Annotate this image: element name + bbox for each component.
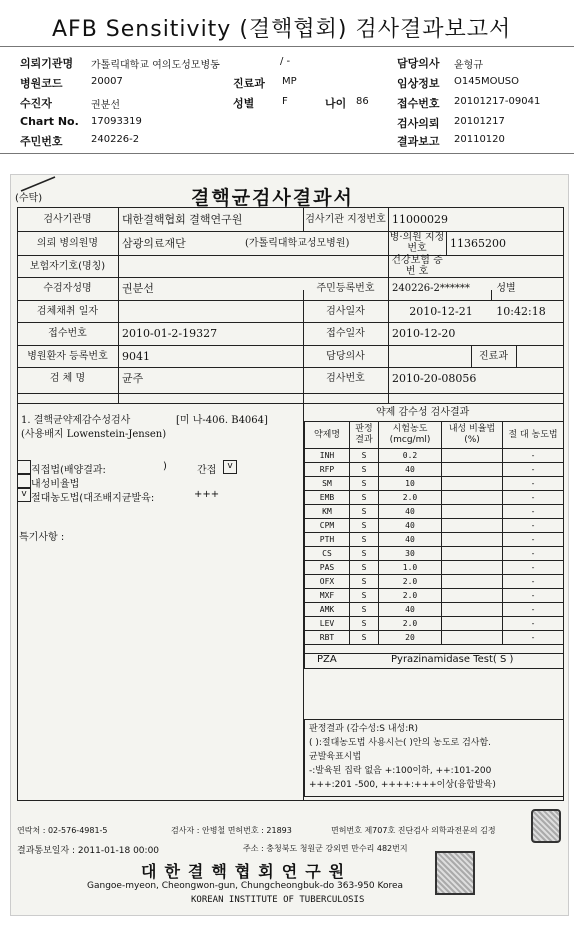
specimen-label: 검 체 명 — [49, 372, 86, 384]
absolute-method-label: 절대농도법(대조배지균발육: — [31, 493, 155, 504]
cell-concentration: 40 — [379, 603, 442, 616]
cell-ratio — [442, 491, 503, 504]
official-seal-icon — [435, 851, 475, 895]
table-row — [305, 463, 563, 477]
cell-judgment: S — [350, 505, 379, 518]
cell-concentration: 40 — [379, 519, 442, 532]
cell-drug: CPM — [305, 519, 350, 532]
col-concentration: 시험농도 (mcg/ml) — [379, 422, 442, 448]
table-row — [305, 449, 563, 463]
table-row — [305, 561, 563, 575]
table-row — [305, 547, 563, 561]
test-no-label: 검사번호 — [326, 372, 365, 384]
cell-concentration: 2.0 — [379, 617, 442, 630]
cell-ratio — [442, 617, 503, 630]
cell-concentration: 40 — [379, 505, 442, 518]
hdr-doctor-value: 윤형규 — [454, 60, 483, 71]
form-title: 결핵균검사결과서 — [191, 187, 354, 209]
hdr-clinical-value: O145MOUSO — [454, 76, 519, 87]
cell-judgment: S — [350, 575, 379, 588]
table-row — [305, 631, 563, 645]
footer-org-name: 대한결핵협회연구원 — [141, 862, 353, 881]
cell-ratio — [442, 631, 503, 644]
receipt-no-value: 2010-01-2-19327 — [122, 327, 218, 340]
direct-method-label: 직접법(배양결과: — [31, 465, 106, 476]
table-row — [305, 575, 563, 589]
hdr-report-label: 결과보고 — [397, 135, 440, 148]
hdr-rrn-value: 240226-2 — [91, 134, 140, 145]
cell-judgment: S — [350, 547, 379, 560]
cell-drug: SM — [305, 477, 350, 490]
col-judgment: 판정 결과 — [350, 422, 379, 448]
cell-concentration: 40 — [379, 463, 442, 476]
cell-judgment: S — [350, 491, 379, 504]
hdr-sex-value: F — [282, 96, 288, 107]
pen-mark-icon — [19, 175, 59, 193]
agency-label: 검사기관명 — [43, 213, 92, 225]
header-divider — [0, 153, 574, 154]
title-divider — [0, 46, 574, 47]
table-row — [305, 491, 563, 505]
hdr-dept-value: MP — [282, 76, 297, 87]
cell-concentration: 30 — [379, 547, 442, 560]
hdr-clinical-label: 임상정보 — [397, 77, 440, 90]
registration-no-label: 병원환자 등록번호 — [27, 350, 108, 362]
pza-value: Pyrazinamidase Test( S ) — [391, 654, 514, 665]
sex-label: 성별 — [496, 283, 516, 294]
table-row — [305, 603, 563, 617]
cell-absolute: - — [530, 479, 536, 488]
hdr-request-value: 20101217 — [454, 116, 505, 127]
test-no-value: 2010-20-08056 — [392, 371, 477, 385]
cell-drug: RFP — [305, 463, 350, 476]
hospital-value-sub: (가톨릭대학교성모병원) — [245, 237, 350, 249]
table-row — [305, 477, 563, 491]
report-title: AFB Sensitivity (결핵협회) 검사결과보고서 — [52, 17, 512, 42]
cell-drug: AMK — [305, 603, 350, 616]
table-row — [305, 589, 563, 603]
ratio-method-label: 내성비율법 — [31, 479, 80, 490]
footer-org-en: KOREAN INSTITUTE OF TUBERCULOSIS — [191, 895, 365, 905]
cell-ratio — [442, 533, 503, 546]
specimen-value: 균주 — [122, 371, 144, 385]
hdr-agency-value: 가톨릭대학교 여의도성모병동 — [91, 60, 220, 71]
cell-judgment: S — [350, 463, 379, 476]
cell-absolute: - — [530, 493, 536, 502]
table-row — [305, 519, 563, 533]
cell-judgment: S — [350, 533, 379, 546]
indirect-method-checkbox[interactable]: v — [223, 460, 237, 474]
hdr-dept-label: 진료과 — [233, 77, 265, 90]
cell-absolute: - — [530, 577, 536, 586]
receipt-no-label: 접수번호 — [48, 328, 87, 339]
cell-absolute: - — [530, 465, 536, 474]
col-ratio: 내성 비율법(%) — [442, 422, 503, 448]
legend-line: +++:201 -500, ++++:+++이상(융합발육) — [309, 780, 496, 790]
agency-code-value: 11000029 — [392, 212, 448, 226]
legend — [309, 722, 496, 792]
examinee-label: 수검자성명 — [43, 283, 92, 294]
cell-drug: KM — [305, 505, 350, 518]
test-time-value: 10:42:18 — [496, 304, 546, 318]
cell-ratio — [442, 477, 503, 490]
rrn-label: 주민등록번호 — [316, 283, 375, 294]
hdr-age-label: 나이 — [325, 97, 347, 110]
cell-absolute: - — [530, 563, 536, 572]
ratio-method-checkbox[interactable] — [17, 474, 31, 488]
hdr-chart-label: Chart No. — [20, 115, 79, 128]
hdr-request-label: 검사의뢰 — [397, 117, 440, 130]
cell-ratio — [442, 589, 503, 602]
hospital-value: 삼광의료재단 — [122, 236, 186, 250]
receipt-date-value: 2010-12-20 — [392, 327, 456, 340]
cell-drug: PTH — [305, 533, 350, 546]
cell-judgment: S — [350, 631, 379, 644]
hospital-code-label: 병·의원 지정번호 — [389, 232, 445, 254]
results-table — [304, 421, 564, 669]
collection-date-label: 검체채취 일자 — [36, 305, 99, 317]
method-code: [미 나-406. B4064] — [176, 415, 268, 426]
indirect-method-label: 간접 — [197, 465, 217, 476]
agency-code-label: 검사기관 지정번호 — [305, 213, 386, 225]
cell-absolute: - — [530, 633, 536, 642]
cell-concentration: 40 — [379, 533, 442, 546]
footer-notify-date: 결과통보일자 : 2011-01-18 00:00 — [17, 846, 160, 856]
cell-drug: MXF — [305, 589, 350, 602]
footer-address-kr: 주소 : 충청북도 청원군 강외면 만수리 482번지 — [243, 844, 408, 853]
direct-method-checkbox[interactable] — [17, 460, 31, 474]
cell-concentration: 2.0 — [379, 491, 442, 504]
cell-ratio — [442, 603, 503, 616]
cell-drug: LEV — [305, 617, 350, 630]
hdr-report-value: 20110120 — [454, 134, 505, 145]
method-line1: 1. 결핵균약제감수성검사 — [21, 415, 131, 426]
results-rows — [305, 449, 563, 645]
absolute-method-checkbox[interactable]: v — [17, 488, 31, 502]
legend-line: -:발육된 집락 없음 +:100이하, ++:101-200 — [309, 766, 492, 776]
cell-absolute: - — [530, 605, 536, 614]
hdr-ward-value: / - — [280, 56, 291, 67]
special-notes-label: 특기사항 : — [19, 532, 65, 543]
legend-line: 판정결과 (감수성:S 내성:R) — [309, 724, 419, 734]
footer-tester: 검사자 : 안병철 면허번호 : 21893 — [171, 826, 292, 835]
scanned-result-form — [10, 174, 569, 916]
cell-judgment: S — [350, 477, 379, 490]
table-row — [305, 533, 563, 547]
cell-ratio — [442, 575, 503, 588]
hospital-label: 의뢰 병의원명 — [36, 237, 99, 249]
department-label: 진료과 — [479, 350, 508, 362]
cell-absolute: - — [530, 535, 536, 544]
hdr-chart-value: 17093319 — [91, 116, 142, 127]
cell-absolute: - — [530, 619, 536, 628]
cell-absolute: - — [530, 521, 536, 530]
legend-line: 균발육표시법 — [309, 752, 362, 762]
agency-value: 대한결핵협회 결핵연구원 — [122, 212, 243, 226]
hdr-rrn-label: 주민번호 — [20, 135, 63, 148]
hdr-patient-label: 수진자 — [20, 97, 52, 110]
cell-judgment: S — [350, 449, 379, 462]
cell-absolute: - — [530, 507, 536, 516]
cell-drug: INH — [305, 449, 350, 462]
insurance-card-label: 건강보험 증 번 호 — [391, 255, 443, 277]
hdr-patient-value: 권분선 — [91, 100, 120, 111]
cell-concentration: 10 — [379, 477, 442, 490]
examinee-value: 권분선 — [122, 282, 154, 295]
hdr-doctor-label: 담당의사 — [397, 57, 440, 70]
hdr-sex-label: 성별 — [233, 97, 255, 110]
cell-absolute: - — [530, 549, 536, 558]
footer-contact: 연락처 : 02-576-4981-5 — [17, 826, 108, 835]
attending-doctor-label: 담당의사 — [326, 350, 365, 362]
cell-ratio — [442, 463, 503, 476]
legend-line: ( ):절대농도법 사용시는( )안의 농도로 검사함. — [309, 738, 492, 748]
cell-concentration: 1.0 — [379, 561, 442, 574]
cell-ratio — [442, 519, 503, 532]
col-absolute: 절 대 농도법 — [508, 429, 558, 440]
col-drug: 약제명 — [305, 422, 350, 448]
cell-concentration: 20 — [379, 631, 442, 644]
hdr-hospcode-value: 20007 — [91, 76, 123, 87]
cell-ratio — [442, 561, 503, 574]
cell-drug: OFX — [305, 575, 350, 588]
hdr-recv-value: 20101217-09041 — [454, 96, 541, 107]
cell-ratio — [442, 449, 503, 462]
hdr-agency-label: 의뢰기관명 — [20, 57, 74, 70]
cell-concentration: 2.0 — [379, 589, 442, 602]
test-date-value: 2010-12-21 — [409, 304, 473, 318]
footer-address-en: Gangoe-myeon, Cheongwon-gun, Chungcheongbuk-do 363-950 Korea — [87, 881, 404, 891]
cell-absolute: - — [530, 451, 536, 460]
results-title: 약제 감수성 검사결과 — [376, 407, 470, 418]
rrn-value: 240226-2****** — [392, 283, 470, 294]
cell-drug: RBT — [305, 631, 350, 644]
table-row — [305, 505, 563, 519]
footer-license: 면허번호 제707호 진단검사 의학과전문의 김정 — [331, 826, 496, 835]
insurer-label: 보험자기호(명칭) — [29, 260, 106, 272]
test-date-label: 검사일자 — [326, 305, 365, 317]
hdr-hospcode-label: 병원코드 — [20, 77, 63, 90]
hdr-recv-label: 접수번호 — [397, 97, 440, 110]
cell-judgment: S — [350, 603, 379, 616]
cell-concentration: 0.2 — [379, 449, 442, 462]
cell-judgment: S — [350, 519, 379, 532]
cell-drug: CS — [305, 547, 350, 560]
cell-drug: EMB — [305, 491, 350, 504]
cell-absolute: - — [530, 591, 536, 600]
direct-method-close: ) — [163, 461, 167, 472]
cell-ratio — [442, 505, 503, 518]
receipt-date-label: 접수일자 — [326, 328, 365, 339]
control-growth-value: +++ — [194, 489, 220, 500]
cell-judgment: S — [350, 589, 379, 602]
cell-drug: PAS — [305, 561, 350, 574]
method-line2: (사용배지 Lowenstein-Jensen) — [21, 429, 167, 440]
hdr-age-value: 86 — [356, 96, 369, 107]
pza-label: PZA — [317, 654, 337, 665]
cell-judgment: S — [350, 617, 379, 630]
cell-judgment: S — [350, 561, 379, 574]
cell-concentration: 2.0 — [379, 575, 442, 588]
doctor-seal-icon — [531, 809, 561, 843]
registration-no-value: 9041 — [122, 349, 150, 363]
consignment-stamp: (수탁) — [15, 193, 43, 204]
cell-ratio — [442, 547, 503, 560]
hospital-code-value: 11365200 — [450, 236, 506, 250]
table-row — [305, 617, 563, 631]
